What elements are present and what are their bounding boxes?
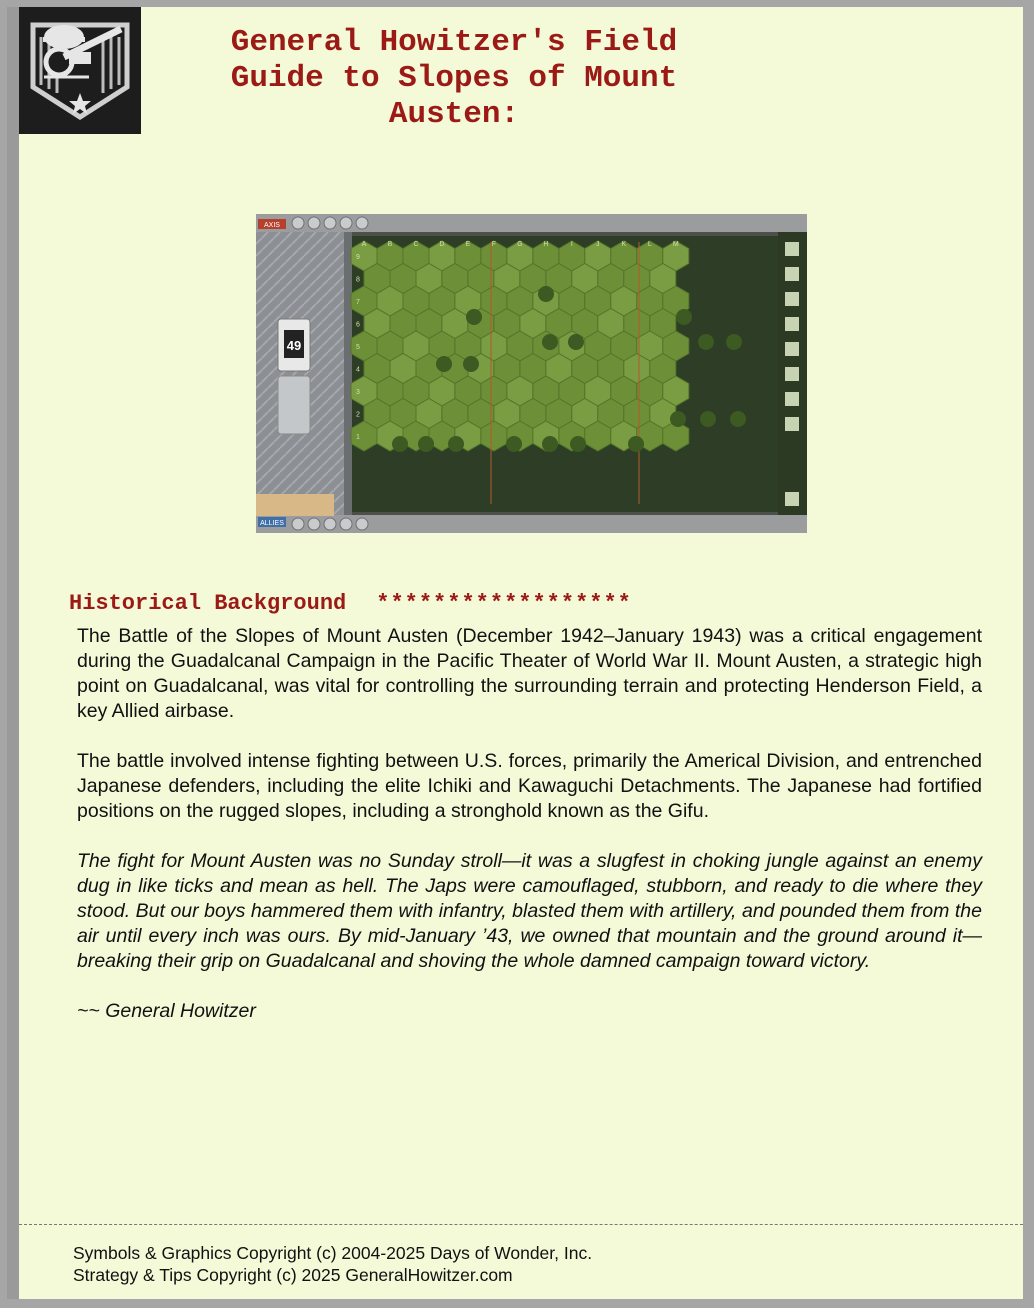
- signature: ~~ General Howitzer: [77, 1000, 256, 1022]
- board-column-letter: C: [413, 241, 419, 248]
- board-row-number: 2: [356, 411, 360, 419]
- board-row-number: 5: [356, 344, 360, 351]
- board-column-letter: J: [596, 241, 600, 248]
- board-row-number: 4: [356, 366, 360, 374]
- board-unit-icon: [730, 411, 746, 427]
- board-unit-icon: [568, 334, 584, 350]
- board-column-letter: K: [621, 241, 627, 248]
- board-unit-icon: [448, 436, 464, 452]
- section-heading: [69, 591, 769, 616]
- title-line-1: General Howitzer's Field: [230, 25, 678, 60]
- section-heading-text: Historical Background: [69, 591, 347, 616]
- board-unit-icon: [436, 356, 452, 372]
- board-unit-icon: [418, 436, 434, 452]
- board-unit-icon: [676, 309, 692, 325]
- board-unit-icon: [542, 436, 558, 452]
- footer: [73, 1242, 592, 1286]
- section-heading-stars: ******************: [376, 591, 632, 616]
- turn-counter: 49: [286, 338, 302, 353]
- page-title: [209, 25, 699, 133]
- board-row-number: 9: [356, 254, 360, 261]
- board-row-number: 1: [356, 434, 360, 441]
- footer-divider: [19, 1224, 1023, 1225]
- footer-copyright-graphics: Symbols & Graphics Copyright (c) 2004-2025 Days of Wonder, Inc.: [73, 1243, 593, 1263]
- board-unit-icon: [463, 356, 479, 372]
- board-unit-icon: [726, 334, 742, 350]
- page: [7, 7, 1023, 1299]
- paragraph-battle: The battle involved intense fighting between U.S. forces, primarily the Americal Division, and entrenched Japanese defenders, including the elite Ichiki and Kawaguchi Detachments. The Japanese had fortified positions on the rugged slopes, including a stronghold known as the Gifu.: [77, 750, 982, 822]
- board-unit-icon: [392, 436, 408, 452]
- paragraph-intro: The Battle of the Slopes of Mount Austen (December 1942–January 1943) was a critical engagement during the Guadalcanal Campaign in the Pacific Theater of World War II. Mount Austen, a strategic high point on Guadalcanal, was vital for controlling the surrounding terrain and protecting Henderson Field, a key Allied airbase.: [77, 625, 982, 722]
- board-unit-icon: [700, 411, 716, 427]
- title-line-3: Austen:: [388, 97, 520, 132]
- board-column-letter: D: [439, 241, 445, 248]
- board-unit-icon: [570, 436, 586, 452]
- paragraph-quote: The fight for Mount Austen was no Sunday stroll—it was a slugfest in choking jungle against an enemy dug in like ticks and mean as hell. The Japs were camouflaged, stubborn, and ready to die where they stood. But our boys hammered them with infantry, blasted them with artillery, and pounded them from the air until every inch was ours. By mid-January ’43, we owned that mountain and the ground around it—breaking their grip on Guadalcanal and shoving the whole damned campaign toward victory.: [77, 850, 982, 972]
- article-body: [77, 624, 982, 1049]
- board-unit-icon: [466, 309, 482, 325]
- board-column-letter: E: [465, 241, 471, 248]
- howitzer-logo-icon: [19, 7, 141, 134]
- board-column-letter: A: [361, 241, 367, 248]
- board-unit-icon: [538, 286, 554, 302]
- board-column-letter: I: [570, 241, 573, 248]
- board-column-letter: M: [672, 241, 679, 248]
- game-board-image: [256, 214, 807, 533]
- title-line-2: Guide to Slopes of Mount: [230, 61, 678, 96]
- board-unit-icon: [698, 334, 714, 350]
- board-column-letter: H: [543, 241, 549, 248]
- board-unit-icon: [542, 334, 558, 350]
- footer-copyright-strategy: Strategy & Tips Copyright (c) 2025 GeneralHowitzer.com: [73, 1265, 513, 1285]
- board-row-number: 6: [356, 321, 360, 329]
- board-row-number: 8: [356, 276, 360, 284]
- allies-tab-label: ALLIES: [260, 520, 284, 527]
- board-column-letter: F: [491, 241, 497, 248]
- board-unit-icon: [628, 436, 644, 452]
- board-column-letter: L: [647, 241, 652, 248]
- board-column-letter: B: [387, 241, 393, 248]
- board-row-number: 7: [356, 299, 360, 306]
- axis-tab-label: AXIS: [264, 222, 280, 229]
- board-unit-icon: [506, 436, 522, 452]
- board-column-letter: G: [517, 241, 523, 248]
- board-unit-icon: [670, 411, 686, 427]
- board-row-number: 3: [356, 389, 360, 396]
